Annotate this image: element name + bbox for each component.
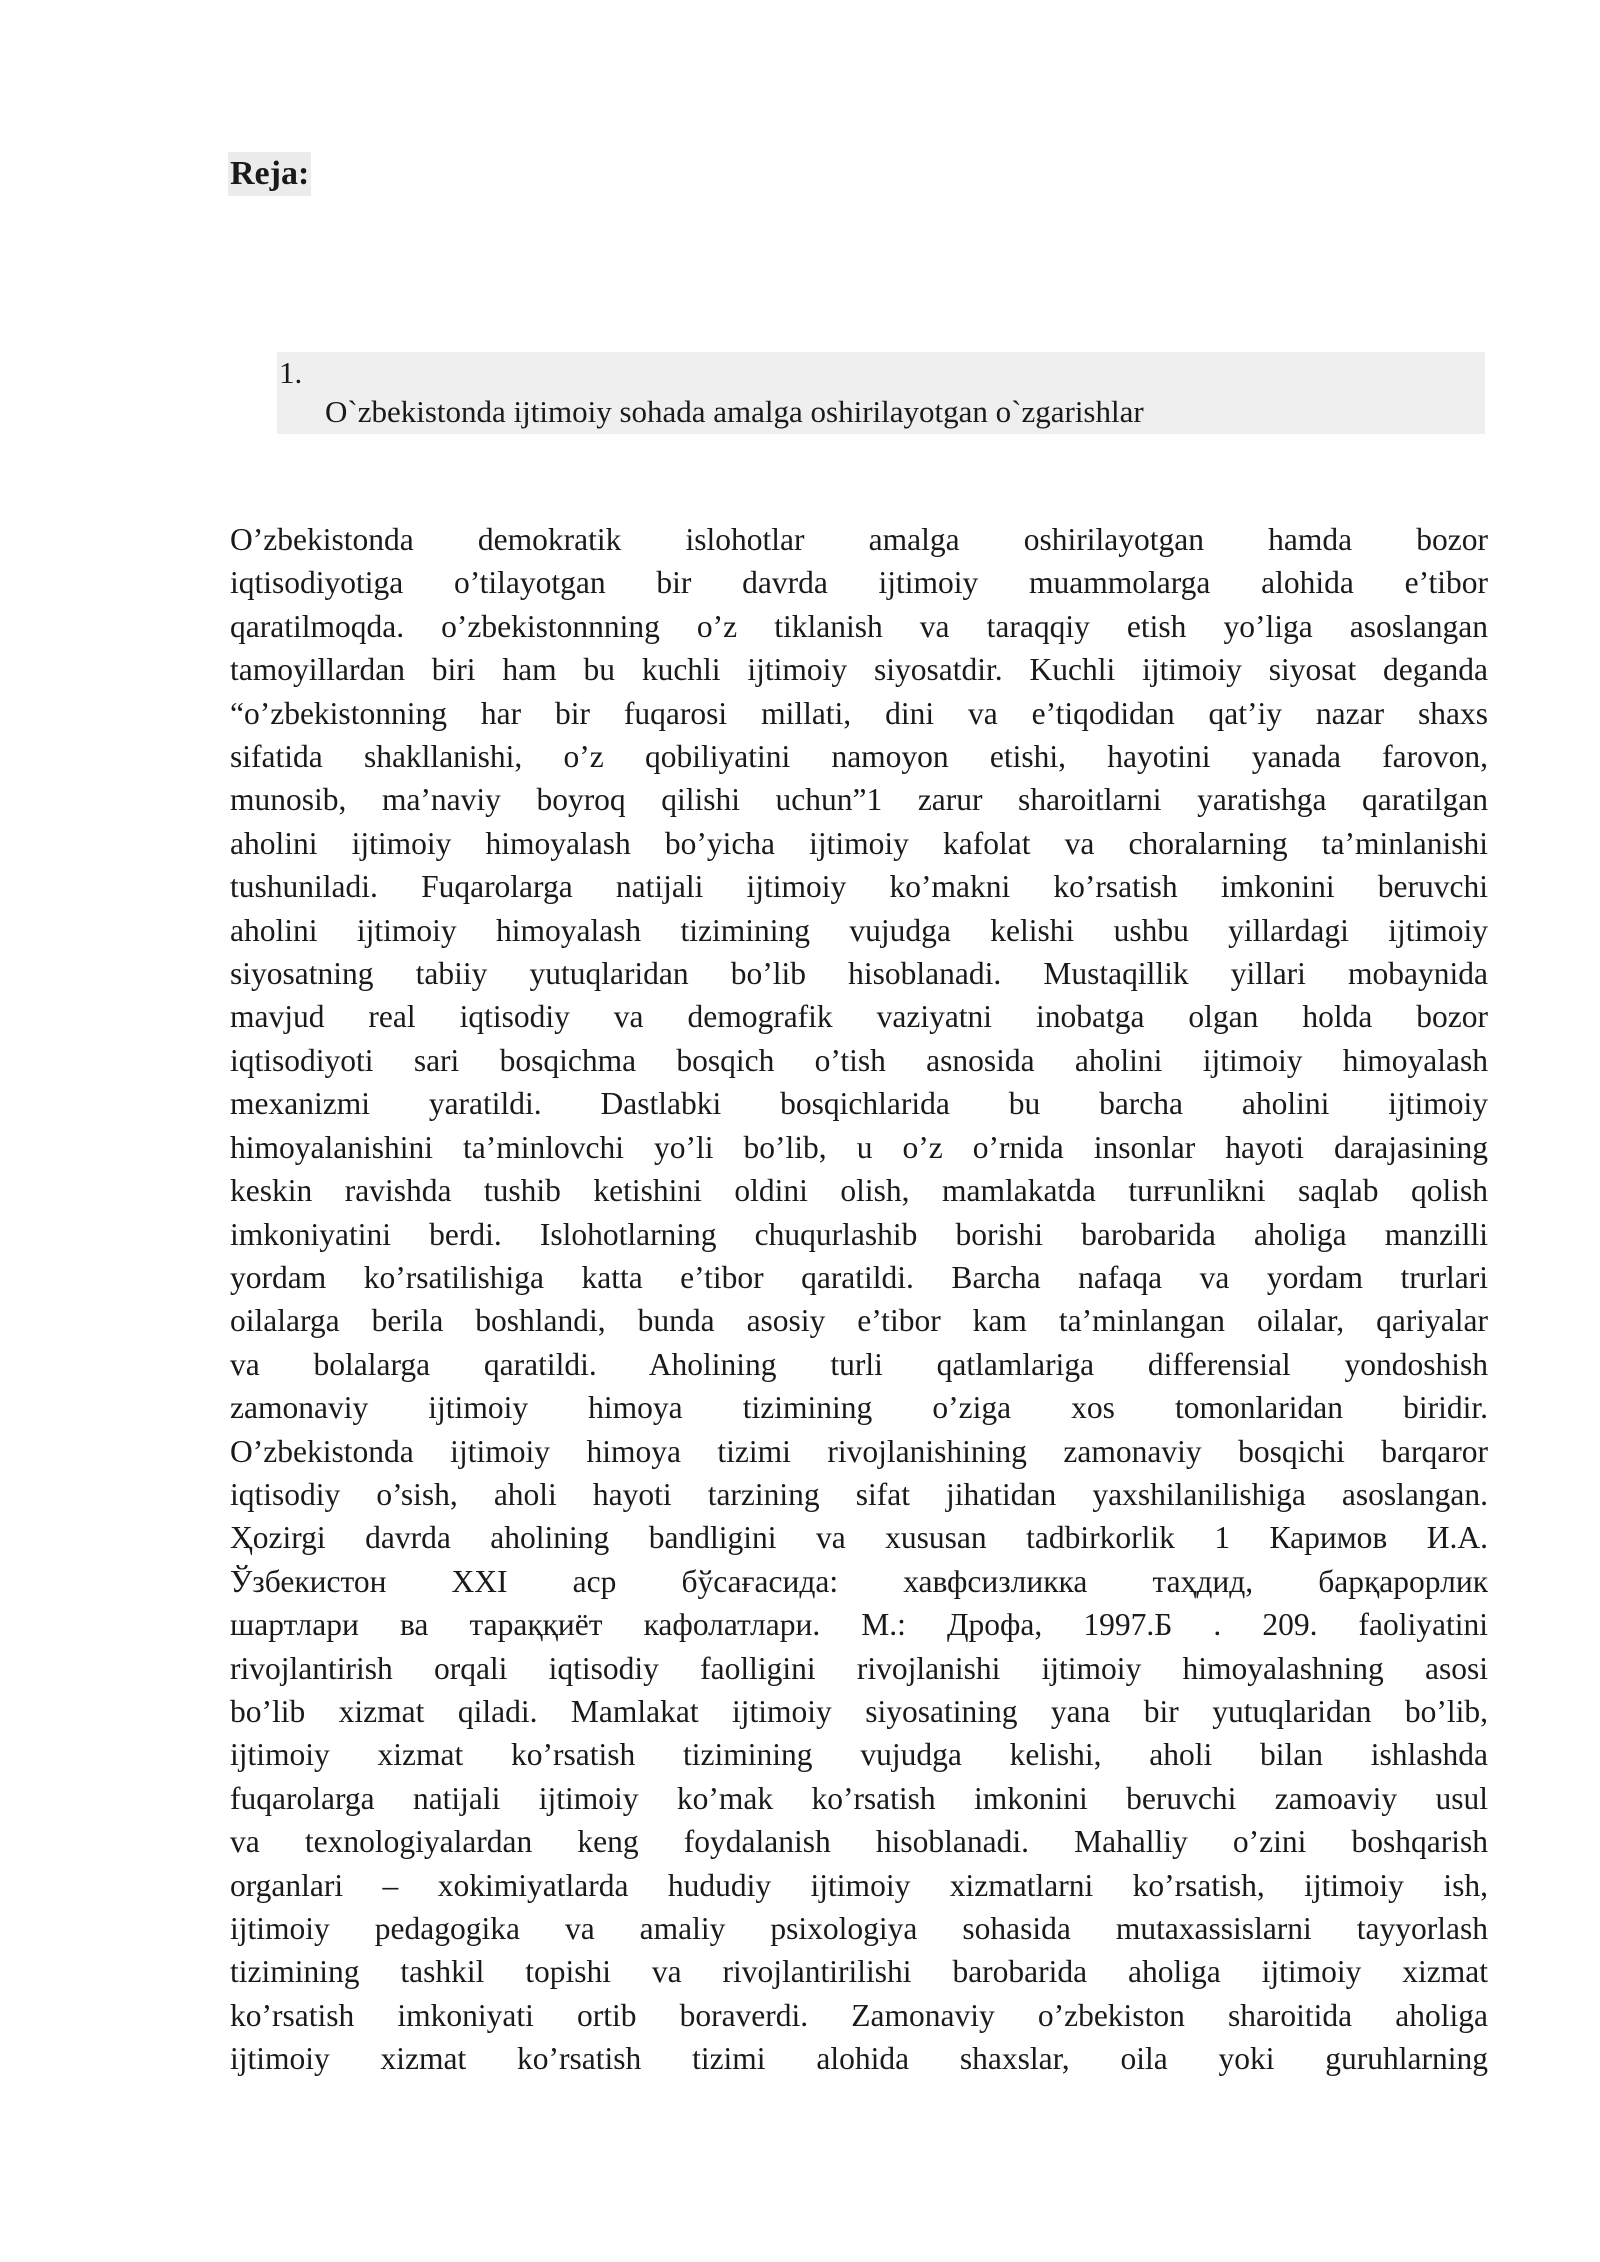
body-line: aholini ijtimoiy himoyalash tizimining vujudga kelishi ushbu yillardagi ijtimoiy xyxy=(230,912,1488,948)
body-line: iqtisodiyotiga o’tilayotgan bir davrda ijtimoiy muammolarga alohida e’tibor xyxy=(230,565,1488,601)
body-line: zamonaviy ijtimoiy himoya tizimining o’ziga xos tomonlaridan biridir. xyxy=(230,1390,1488,1426)
body-line: sifatida shakllanishi, o’z qobiliyatini namoyon etishi, hayotini yanada farovon, xyxy=(230,739,1488,775)
body-line: O’zbekistonda demokratik islohotlar amalga oshirilayotgan hamda bozor xyxy=(230,522,1488,557)
plan-list-item xyxy=(277,352,1485,434)
body-line: iqtisodiy o’sish, aholi hayoti tarzining sifat jihatidan yaxshilanilishiga asoslangan. xyxy=(230,1476,1488,1512)
body-line: qaratilmoqda. o’zbekistonnning o’z tiklanish va taraqqiy etish yo’liga asoslangan xyxy=(230,608,1488,644)
body-line: tushuniladi. Fuqarolarga natijali ijtimoiy ko’makni ko’rsatish imkonini beruvchi xyxy=(230,869,1488,905)
body-line: mavjud real iqtisodiy va demografik vaziyatni inobatga olgan holda bozor xyxy=(230,999,1488,1035)
body-line: keskin ravishda tushib ketishini oldini olish, mamlakatda turғunlikni saqlab qolish xyxy=(230,1173,1488,1209)
body-line: “o’zbekistonning har bir fuqarosi millati, dini va e’tiqodidan qat’iy nazar shaxs xyxy=(230,695,1488,731)
body-line: oilalarga berila boshlandi, bunda asosiy e’tibor kam ta’minlangan oilalar, qariyalar xyxy=(230,1303,1488,1339)
body-line: organlari – xokimiyatlarda hududiy ijtimoiy xizmatlarni ko’rsatish, ijtimoiy ish, xyxy=(230,1867,1488,1903)
body-line: munosib, ma’naviy boyroq qilishi uchun”1 zarur sharoitlarni yaratishga qaratilgan xyxy=(230,782,1488,818)
body-line: ijtimoiy pedagogika va amaliy psixologiya sohasida mutaxassislarni tayyorlash xyxy=(230,1911,1488,1946)
body-line: rivojlantirish orqali iqtisodiy faolligini rivojlanishi ijtimoiy himoyalashning asosi xyxy=(230,1650,1488,1686)
body-line: O’zbekistonda ijtimoiy himoya tizimi rivojlanishining zamonaviy bosqichi barqaror xyxy=(230,1433,1488,1469)
body-line: Ҳozirgi davrda aholining bandligini va xususan tadbirkorlik 1 Каримов И.А. xyxy=(230,1520,1488,1556)
body-line: himoyalanishini ta’minlovchi yo’li bo’lib, u o’z o’rnida insonlar hayoti darajasining xyxy=(230,1129,1488,1165)
plan-item-text: O`zbekistonda ijtimoiy sohada amalga oshirilayotgan o`zgarishlar xyxy=(325,394,1144,429)
plan-item-number: 1. xyxy=(279,355,303,390)
body-line: ijtimoiy xizmat ko’rsatish tizimi alohida shaxslar, oila yoki guruhlarning xyxy=(230,2041,1488,2077)
body-line: va texnologiyalardan keng foydalanish hisoblanadi. Mahalliy o’zini boshqarish xyxy=(230,1824,1488,1860)
body-line: ko’rsatish imkoniyati ortib boraverdi. Zamonaviy o’zbekiston sharoitida aholiga xyxy=(230,1997,1488,2033)
body-line: va bolalarga qaratildi. Aholining turli qatlamlariga differensial yondoshish xyxy=(230,1346,1488,1382)
body-line: Ўзбекистон XXI аср бўсағасида: хавфсизликка таҳдид, барқарорлик xyxy=(230,1563,1488,1599)
body-line: bo’lib xizmat qiladi. Mamlakat ijtimoiy siyosatining yana bir yutuqlaridan bo’lib, xyxy=(230,1693,1488,1729)
body-line: ijtimoiy xizmat ko’rsatish tizimining vujudga kelishi, aholi bilan ishlashda xyxy=(230,1737,1488,1773)
body-line: aholini ijtimoiy himoyalash bo’yicha ijtimoiy kafolat va choralarning ta’minlanishi xyxy=(230,825,1488,861)
body-line: imkoniyatini berdi. Islohotlarning chuqurlashib borishi barobarida aholiga manzilli xyxy=(230,1216,1488,1252)
body-line: mexanizmi yaratildi. Dastlabki bosqichlarida bu barcha aholini ijtimoiy xyxy=(230,1086,1488,1122)
body-line: siyosatning tabiiy yutuqlaridan bo’lib hisoblanadi. Mustaqillik yillari mobaynida xyxy=(230,956,1488,992)
body-line: iqtisodiyoti sari bosqichma bosqich o’tish asnosida aholini ijtimoiy himoyalash xyxy=(230,1042,1488,1078)
body-line: yordam ko’rsatilishiga katta e’tibor qaratildi. Barcha nafaqa va yordam trurlari xyxy=(230,1259,1488,1295)
body-line: шартлари ва тараққиёт кафолатлари. М.: Дрофа, 1997.Б . 209. faoliyatini xyxy=(230,1607,1488,1643)
page-heading: Reja: xyxy=(228,152,311,196)
body-line: fuqarolarga natijali ijtimoiy ko’mak ko’rsatish imkonini beruvchi zamoaviy usul xyxy=(230,1780,1488,1816)
body-line: tamoyillardan biri ham bu kuchli ijtimoiy siyosatdir. Kuchli ijtimoiy siyosat deganda xyxy=(230,652,1488,688)
body-paragraph xyxy=(230,518,1488,2081)
body-line: tizimining tashkil topishi va rivojlantirilishi barobarida aholiga ijtimoiy xizmat xyxy=(230,1954,1488,1990)
